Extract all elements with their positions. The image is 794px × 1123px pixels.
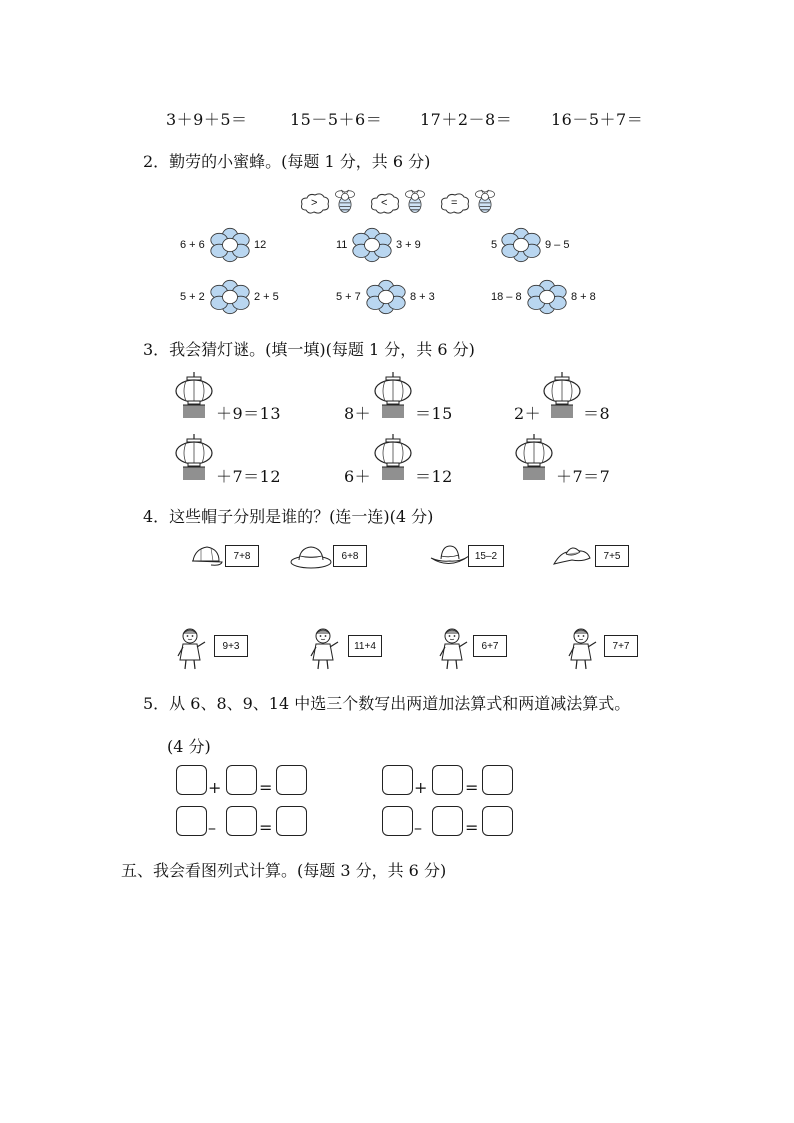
compare-right: 3 + 9: [396, 239, 421, 251]
flower-blank[interactable]: [501, 227, 541, 263]
boy-icon: [435, 626, 469, 670]
kid-card[interactable]: 6+7: [473, 635, 507, 657]
lantern-equation-prefix: 6＋: [344, 467, 372, 486]
bee-legend: [300, 188, 510, 218]
plus-sign: +: [414, 778, 428, 797]
lantern-equation: ＋9＝13: [216, 404, 282, 423]
kid-card[interactable]: 7+7: [604, 635, 638, 657]
answer-box[interactable]: [176, 806, 207, 836]
lantern-blank[interactable]: [174, 434, 214, 482]
compare-left: 5 + 2: [180, 291, 205, 303]
hat-card[interactable]: 7+8: [225, 545, 259, 567]
lantern-equation: ＝8: [583, 404, 611, 423]
cowboy-hat-icon: [430, 542, 470, 570]
boy-icon: [306, 626, 340, 670]
lantern-blank[interactable]: [373, 434, 413, 482]
answer-box[interactable]: [382, 765, 413, 795]
flower-blank[interactable]: [527, 279, 567, 315]
bee-icon: [402, 188, 428, 216]
compare-right: 9 – 5: [545, 239, 570, 251]
answer-box[interactable]: [382, 806, 413, 836]
kid-card[interactable]: 11+4: [348, 635, 382, 657]
answer-box[interactable]: [482, 765, 513, 795]
girl-icon: [173, 626, 207, 670]
hat-card[interactable]: 6+8: [333, 545, 367, 567]
expression-3: 17＋2－8＝: [420, 110, 513, 129]
hat-card[interactable]: 7+5: [595, 545, 629, 567]
sun-hat-icon: [290, 542, 332, 570]
question-4-title: 4．这些帽子分别是谁的？(连一连)(4 分): [143, 507, 434, 526]
kid-card[interactable]: 9+3: [214, 635, 248, 657]
flower-blank[interactable]: [352, 227, 392, 263]
compare-left: 6 + 6: [180, 239, 205, 251]
equals-sign: =: [465, 778, 479, 797]
lantern-equation: ＋7＝12: [216, 467, 282, 486]
flower-blank[interactable]: [366, 279, 406, 315]
lantern-blank[interactable]: [373, 372, 413, 420]
bonnet-hat-icon: [552, 540, 592, 570]
question-5-score: (4 分): [167, 737, 211, 756]
section-5-title: 五、我会看图列式计算。(每题 3 分，共 6 分): [121, 861, 447, 880]
cap-hat-icon: [191, 543, 223, 569]
lantern-equation-prefix: 2＋: [514, 404, 542, 423]
lantern-equation: ＝12: [415, 467, 453, 486]
answer-box[interactable]: [276, 765, 307, 795]
bee-icon: [332, 188, 358, 216]
equals-sign: =: [259, 818, 273, 837]
answer-box[interactable]: [226, 765, 257, 795]
question-5-title: 5．从 6、8、9、14 中选三个数写出两道加法算式和两道减法算式。: [143, 694, 631, 713]
lantern-equation: ＝15: [415, 404, 453, 423]
expression-4: 16－5＋7＝: [551, 110, 644, 129]
answer-box[interactable]: [482, 806, 513, 836]
sign-equal: =: [451, 197, 458, 209]
answer-box[interactable]: [432, 765, 463, 795]
lantern-equation-prefix: 8＋: [344, 404, 372, 423]
answer-box[interactable]: [432, 806, 463, 836]
question-2-title: 2．勤劳的小蜜蜂。(每题 1 分，共 6 分): [143, 152, 431, 171]
sign-less: <: [381, 197, 388, 209]
minus-sign: –: [208, 818, 217, 837]
compare-left: 18 – 8: [491, 291, 522, 303]
equals-sign: =: [465, 818, 479, 837]
expression-1: 3＋9＋5＝: [166, 110, 248, 129]
lantern-blank[interactable]: [174, 372, 214, 420]
question-3-title: 3．我会猜灯谜。(填一填)(每题 1 分，共 6 分): [143, 340, 475, 359]
answer-box[interactable]: [276, 806, 307, 836]
lantern-blank[interactable]: [542, 372, 582, 420]
flower-blank[interactable]: [210, 279, 250, 315]
bee-icon: [472, 188, 498, 216]
expression-2: 15－5＋6＝: [290, 110, 383, 129]
compare-left: 11: [336, 239, 348, 251]
answer-box[interactable]: [176, 765, 207, 795]
plus-sign: +: [208, 778, 222, 797]
compare-left: 5 + 7: [336, 291, 361, 303]
compare-right: 8 + 8: [571, 291, 596, 303]
flower-blank[interactable]: [210, 227, 250, 263]
compare-right: 2 + 5: [254, 291, 279, 303]
equals-sign: =: [259, 778, 273, 797]
compare-right: 8 + 3: [410, 291, 435, 303]
girl-icon: [564, 626, 598, 670]
lantern-blank[interactable]: [514, 434, 554, 482]
compare-right: 12: [254, 239, 267, 251]
lantern-equation: ＋7＝7: [556, 467, 611, 486]
compare-left: 5: [491, 239, 498, 251]
answer-box[interactable]: [226, 806, 257, 836]
hat-card[interactable]: 15–2: [468, 545, 504, 567]
minus-sign: –: [414, 818, 423, 837]
sign-greater: >: [311, 197, 318, 209]
